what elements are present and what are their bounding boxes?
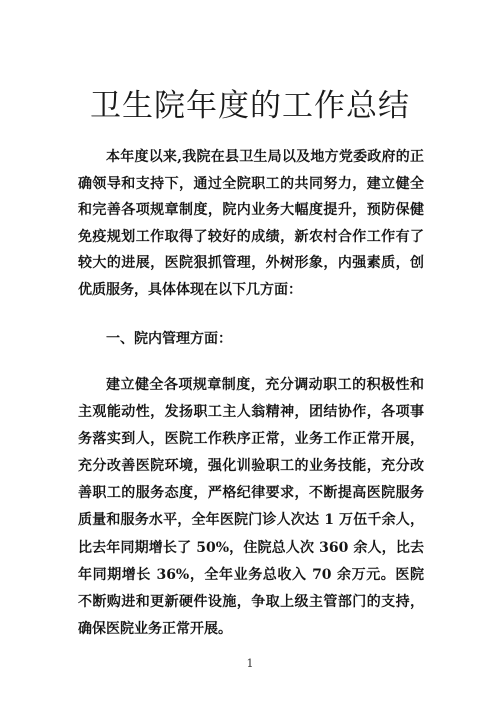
page-number: 1 — [246, 657, 254, 670]
section-body-paragraph: 建立健全各项规章制度，充分调动职工的积极性和主观能动性，发扬职工主人翁精神，团结协作，各项事务落实到人，医院工作秩序正常，业务工作正常开展，充分改善医院环境，强化训验职工的业务技能，充分改善职工的服务态度，严格纪律要求，不断提高医院服务质量和服务水平，全年医院门诊人次达 1 万伍千余人，比去年同期增长了 50%，住院总人次 360 余人，比去年同期增长 36%，全年业务总收入 70 余万元。医院不断购进和更新硬件设施，争取上级主管部门的支持，确保医院业务正常开展。 — [78, 377, 424, 637]
section-heading: 一、院内管理方面： — [106, 331, 232, 347]
intro-paragraph: 本年度以来,我院在县卫生局以及地方党委政府的正确领导和支持下，通过全院职工的共同努力，建立健全和完善各项规章制度，院内业务大幅度提升，预防保健免疫规划工作取得了较好的成绩，新农村合作工作有了较大的进展，医院狠抓管理，外树形象，内强素质，创优质服务，具体体现在以下几方面： — [78, 149, 424, 298]
document-title: 卫生院年度的工作总结 — [90, 88, 410, 124]
